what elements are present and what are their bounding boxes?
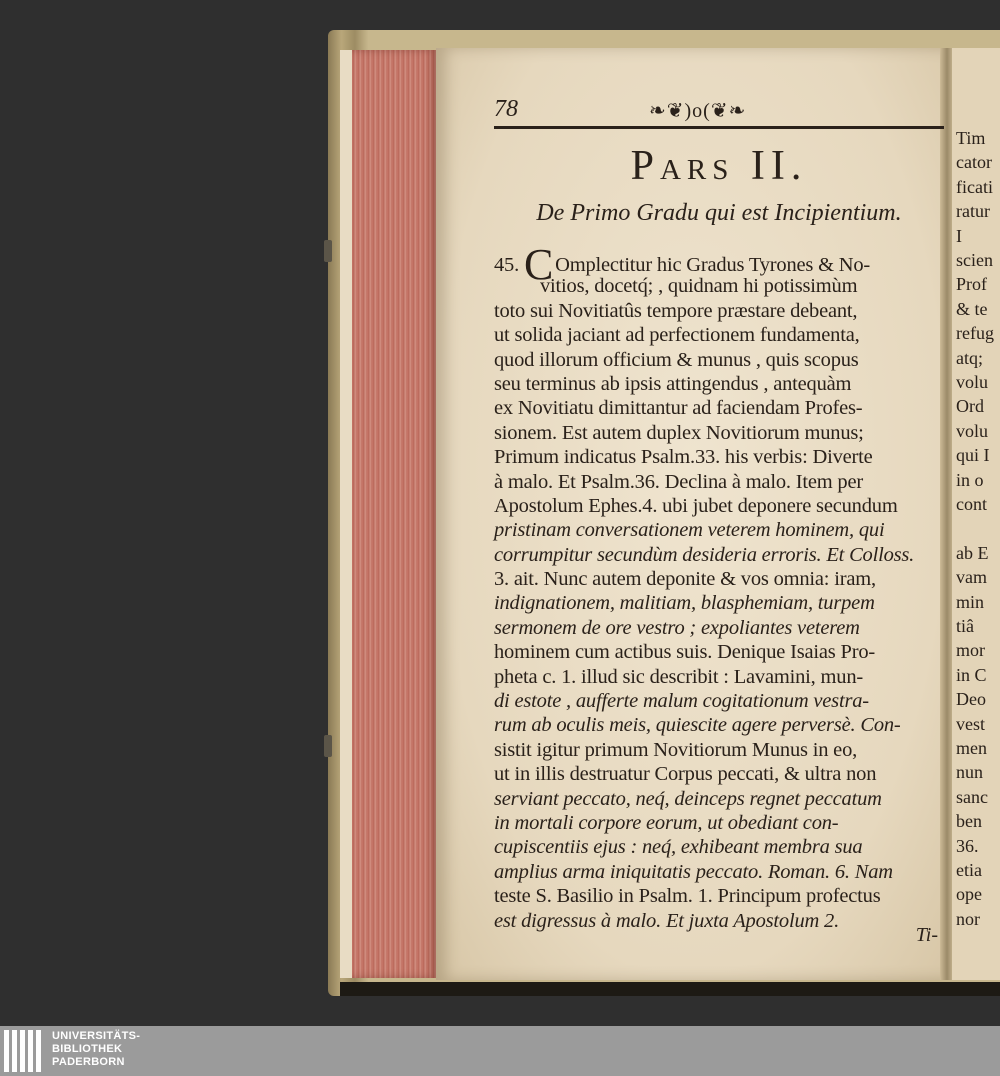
drop-cap: C [523, 240, 554, 289]
right-page-fragment [952, 48, 1000, 980]
text-line: ex Novitiatu dimittantur ad faciendam Profes- [494, 397, 863, 420]
clasp-hinge-top [324, 240, 332, 262]
library-logo-icon [4, 1030, 44, 1072]
next-page-line: ficati [956, 176, 993, 197]
next-page-line: volu [956, 372, 989, 392]
text-line: ut in illis destruatur Corpus peccati, & ultra non [494, 763, 877, 786]
next-page-line: I [956, 225, 962, 246]
text-line: 3. ait. Nunc autem deponite & vos omnia: iram, [494, 568, 876, 591]
text-line: indignationem, malitiam, blasphemiam, turpem [494, 592, 875, 615]
next-page-line: ab E [956, 542, 989, 563]
text-line: rum ab oculis meis, quiescite agere perversè. Con- [494, 714, 901, 737]
next-page-line: men [956, 738, 987, 758]
text-line-0: Omplectitur hic Gradus Tyrones & No- [555, 254, 871, 276]
footer-bar [0, 1026, 1000, 1076]
section-number: 45. [494, 254, 520, 276]
text-line: hominem cum actibus suis. Denique Isaias Pro- [494, 641, 876, 664]
library-name-line-1: UNIVERSITÄTS- [52, 1030, 141, 1042]
text-line: Primum indicatus Psalm.33. his verbis: Diverte [494, 446, 873, 469]
next-page-line: ope [956, 884, 982, 905]
text-line: Apostolum Ephes.4. ubi jubet deponere secundum [494, 494, 898, 517]
header-rule [494, 126, 944, 129]
text-line: corrumpitur secundùm desideria erroris. Et Colloss. [494, 543, 915, 566]
clasp-hinge-bottom [324, 735, 332, 757]
header-ornament: ❧❦)o(❦❧ [649, 100, 747, 122]
text-line: à malo. Et Psalm.36. Declina à malo. Item per [494, 470, 863, 493]
text-line: in mortali corpore eorum, ut obediant con- [494, 811, 839, 834]
text-line: pristinam conversationem veterem hominem, qui [494, 519, 885, 542]
text-line: seu terminus ab ipsis attingendus , antequàm [494, 372, 852, 395]
next-page-line: etia [956, 860, 982, 880]
next-page-line: tiâ [956, 616, 974, 636]
catchword: Ti- [915, 924, 938, 946]
next-page-line: in o [956, 469, 984, 490]
next-page-line: volu [956, 420, 989, 441]
text-line: sionem. Est autem duplex Novitiorum munus; [494, 421, 864, 444]
book-shadow [340, 982, 1000, 996]
part-title: Pars II. [630, 143, 808, 189]
section-subtitle: De Primo Gradu qui est Incipientium. [536, 200, 902, 226]
next-page-line: scien [956, 250, 993, 270]
next-page-line: nun [956, 762, 983, 783]
library-name [52, 1030, 140, 1069]
next-page-line: Deo [956, 689, 986, 710]
next-page-line: qui I [956, 445, 990, 466]
next-page-line: Tim [956, 128, 986, 148]
next-page-line: sanc [956, 786, 988, 807]
next-page-line: 36. [956, 835, 979, 856]
next-page-line: vest [956, 713, 985, 734]
next-page-line: cont [956, 494, 987, 514]
next-page-line: nor [956, 908, 980, 929]
running-header [494, 96, 944, 124]
next-page-line: ben [956, 811, 982, 832]
text-line: vitios, docetq́; , quidnam hi potissimùm [540, 275, 858, 298]
text-line: pheta c. 1. illud sic describit : Lavamini, mun- [494, 665, 863, 688]
next-page-line: & te [956, 298, 988, 319]
text-line: sistit igitur primum Novitiorum Munus in eo, [494, 738, 858, 761]
library-name-line-3: PADERBORN [52, 1056, 125, 1068]
text-line: toto sui Novitiatûs tempore præstare debeant, [494, 299, 858, 322]
next-page-line: Prof [956, 274, 987, 295]
text-line: amplius arma iniquitatis peccato. Roman. 6. Nam [494, 860, 893, 883]
body-text [494, 240, 944, 933]
text-line: di estote , aufferte malum cogitationum vestra- [494, 690, 869, 713]
text-line: sermonem de ore vestro ; expoliantes veterem [494, 616, 860, 639]
text-line: cupiscentiis ejus : neq́, exhibeant membra sua [494, 836, 863, 859]
text-line: quod illorum officium & munus , quis scopus [494, 348, 859, 371]
next-page-line: refug [956, 323, 994, 344]
text-line: teste S. Basilio in Psalm. 1. Principum profectus [494, 885, 881, 908]
next-page-line: mor [956, 640, 985, 661]
red-page-edges [352, 50, 438, 978]
next-page-line: min [956, 591, 985, 612]
page-number: 78 [494, 96, 518, 122]
next-page-line: cator [956, 152, 992, 173]
next-page-line: ratur [956, 201, 990, 222]
text-line: ut solida jaciant ad perfectionem fundamenta, [494, 324, 860, 347]
next-page-line: vam [956, 567, 987, 588]
next-page-line: atq; [956, 347, 983, 368]
library-name-line-2: BIBLIOTHEK [52, 1043, 123, 1055]
text-line: est digressus à malo. Et juxta Apostolum 2. [494, 909, 840, 932]
next-page-line: Ord [956, 396, 984, 417]
text-line: serviant peccato, neq́, deinceps regnet peccatum [494, 787, 882, 810]
next-page-line: in C [956, 664, 987, 685]
